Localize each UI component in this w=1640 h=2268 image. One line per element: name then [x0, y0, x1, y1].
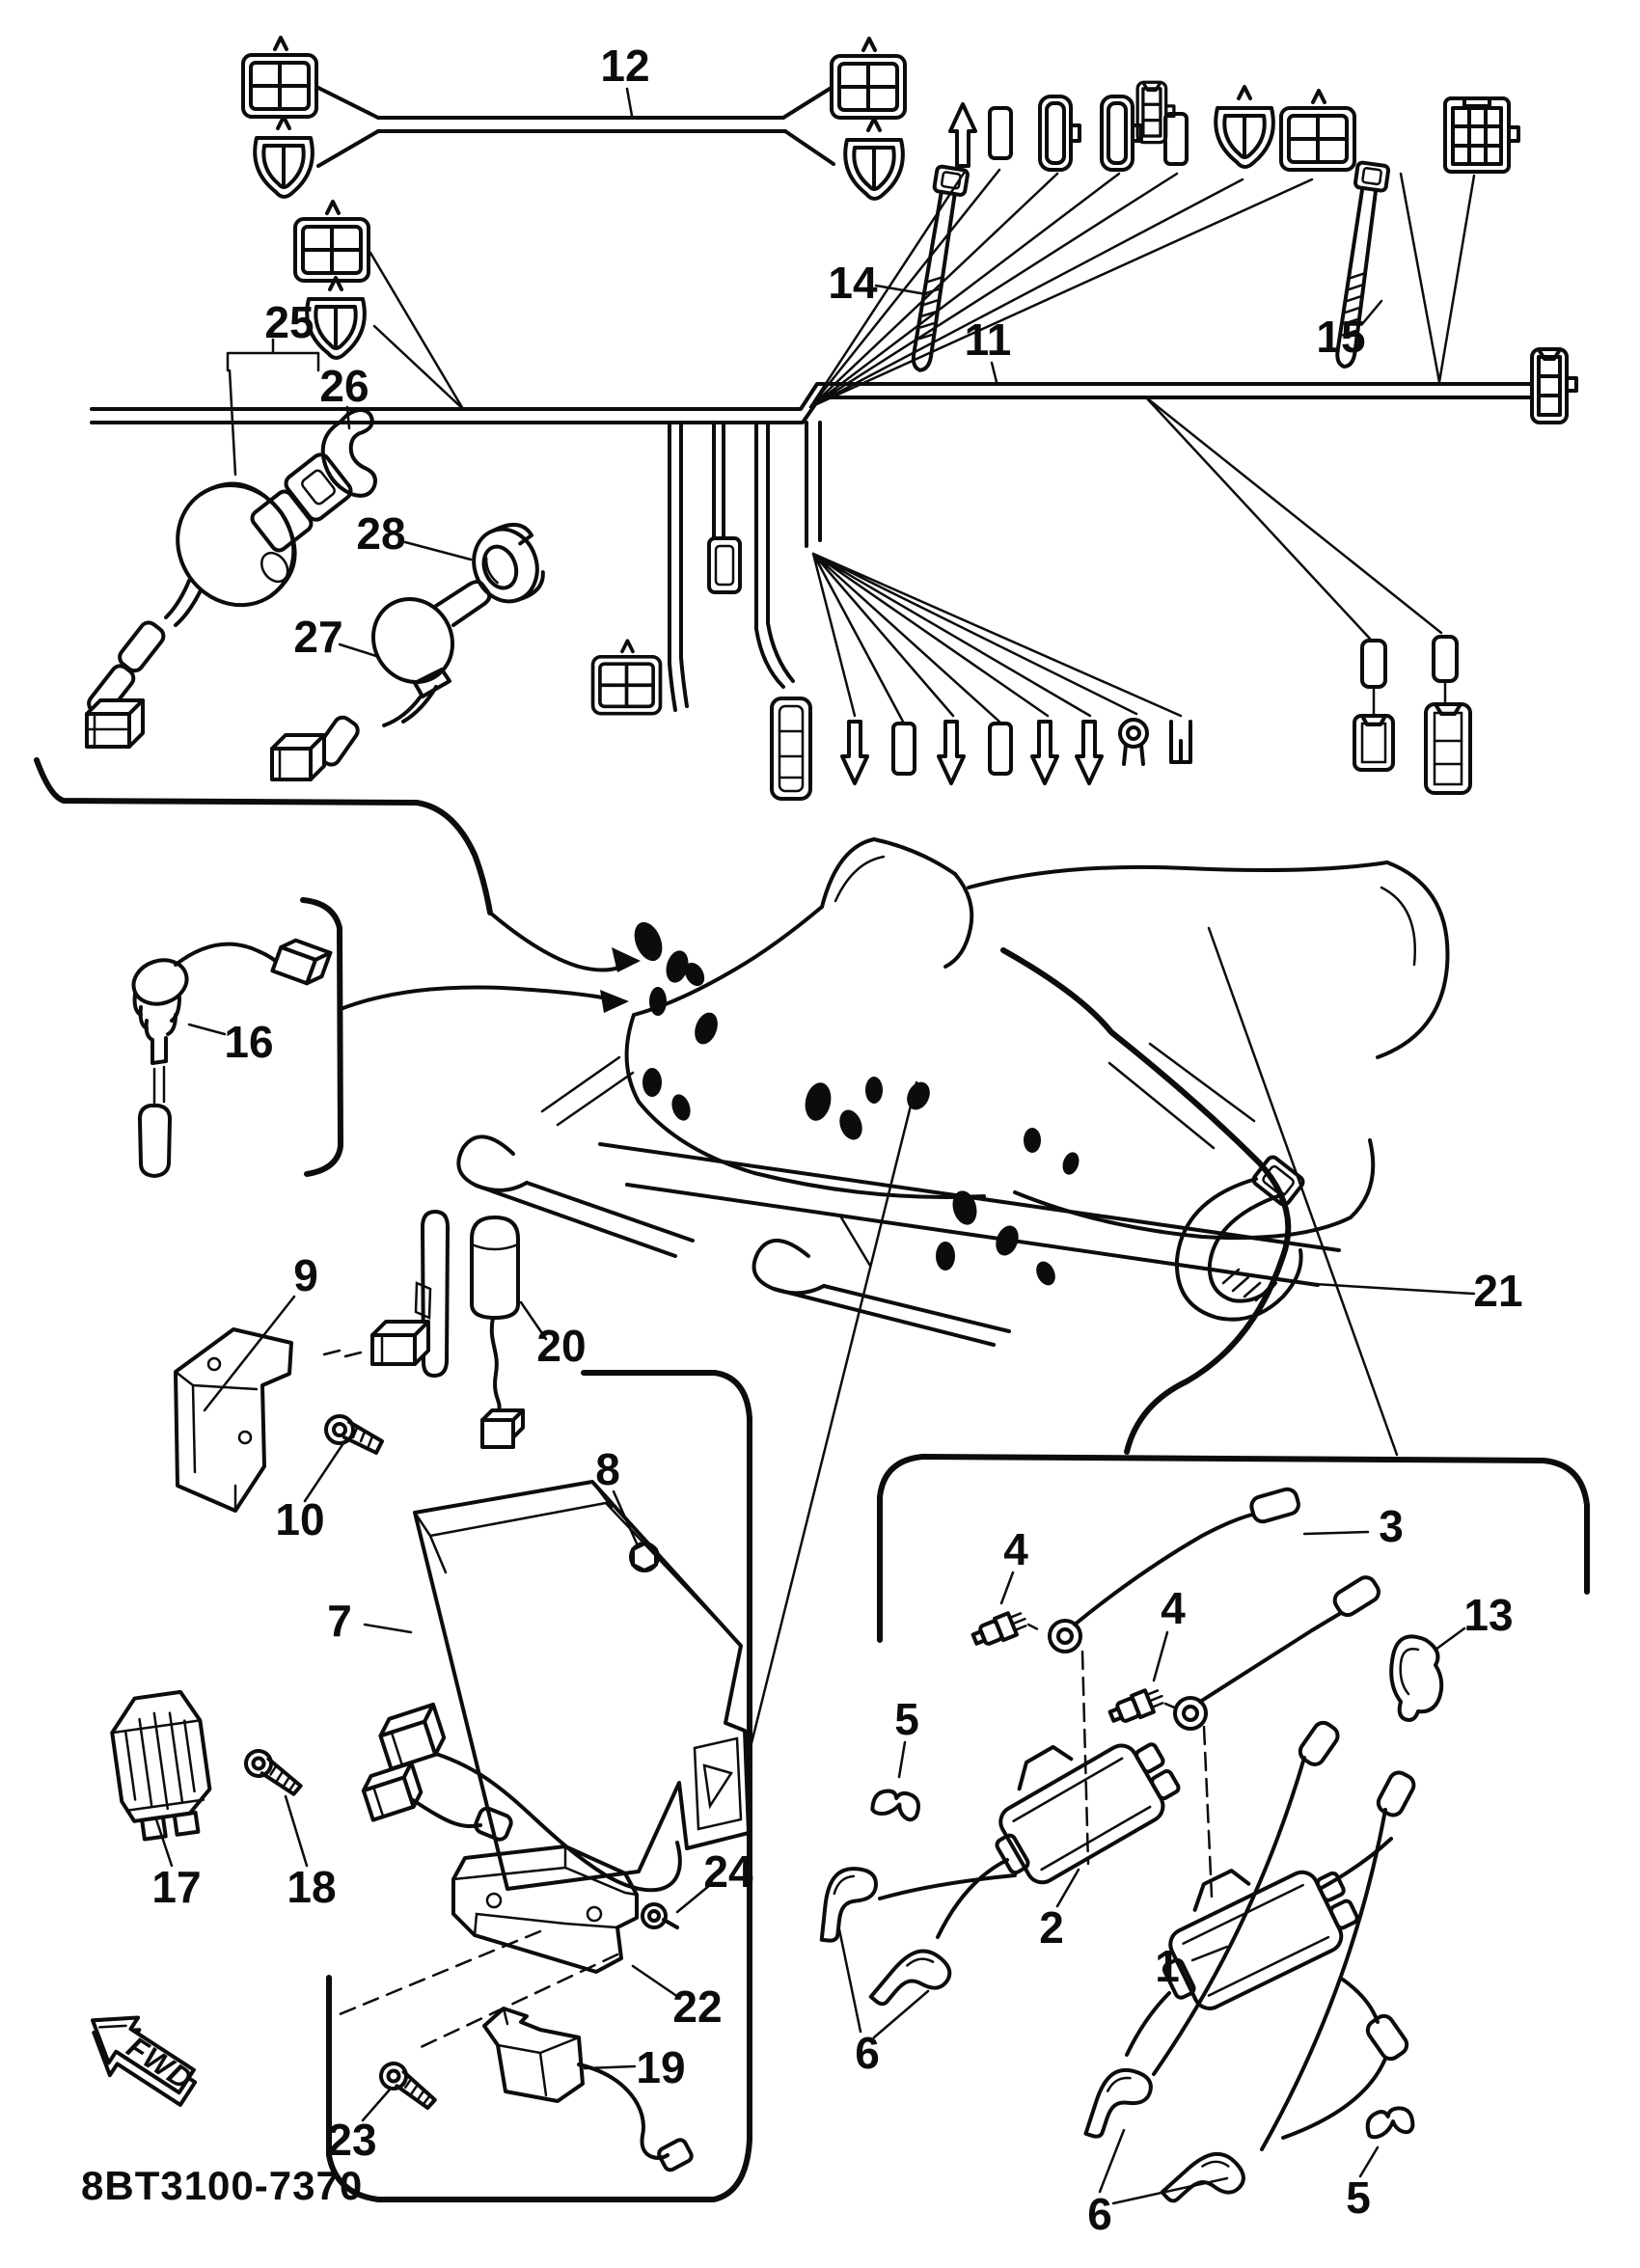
callout-3: 3 [1379, 1501, 1404, 1551]
main-harness-11 [92, 82, 1576, 799]
callout-28: 28 [356, 508, 406, 559]
bracket-9 [176, 1329, 291, 1511]
lock-washer-28 [464, 518, 551, 610]
callout-8: 8 [595, 1444, 620, 1494]
callout-1: 1 [1155, 1941, 1180, 1991]
nut-24 [642, 1904, 677, 1927]
capacitor-20 [472, 1217, 523, 1447]
cdi-unit-7 [415, 1482, 749, 1889]
sweep-curve [1003, 950, 1288, 1452]
callout-19: 19 [636, 2042, 686, 2092]
callout-2: 2 [1039, 1902, 1064, 1953]
ignition-coil-1 [1137, 1830, 1365, 2020]
callout-26: 26 [319, 361, 369, 411]
boot-6a1 [822, 1866, 878, 1945]
callout-4a: 4 [1003, 1524, 1028, 1574]
callout-14: 14 [828, 258, 878, 308]
switch-connector-a [87, 700, 143, 747]
harness-end-connector [1532, 349, 1576, 423]
pointer-curve-b [341, 987, 602, 1009]
component-location-blobs [629, 918, 1081, 1289]
callout-5a: 5 [894, 1694, 919, 1744]
leader-to-cdi-group [750, 1082, 916, 1751]
callout-24: 24 [703, 1846, 753, 1897]
ignition-coil-2 [968, 1703, 1187, 1895]
callout-25: 25 [264, 297, 314, 347]
callout-4b: 4 [1161, 1583, 1186, 1633]
snowmobile-sketch [341, 839, 1447, 1751]
callout-12: 12 [600, 41, 650, 91]
callout-20: 20 [536, 1321, 587, 1371]
coil-group-parts [822, 1487, 1442, 2227]
bracket-22 [453, 1846, 637, 1972]
callout-15: 15 [1316, 312, 1366, 362]
callout-6b: 6 [1087, 2189, 1112, 2239]
callout-22: 22 [672, 1981, 723, 2032]
callout-11: 11 [964, 314, 1012, 365]
screw-18 [241, 1748, 307, 1795]
callout-16: 16 [224, 1017, 274, 1067]
callout-6a: 6 [855, 2028, 880, 2078]
callout-27: 27 [293, 612, 343, 662]
clamp-5a [871, 1790, 919, 1821]
pointer-curve-a [490, 913, 625, 970]
callout-21: 21 [1473, 1266, 1523, 1316]
catalog-code: 8BT3100-7370 [81, 2163, 364, 2208]
connector-9 [372, 1322, 428, 1364]
cdi-group-parts [108, 1217, 749, 2172]
callout-7: 7 [327, 1596, 352, 1646]
callouts [151, 41, 1522, 2239]
clamp-5b [1365, 2106, 1415, 2141]
callout-5b: 5 [1346, 2172, 1371, 2223]
boot-6b2 [1162, 2143, 1250, 2228]
screw-23 [375, 2061, 441, 2109]
callout-9: 9 [293, 1250, 318, 1300]
boot-6a2 [871, 1940, 956, 2028]
callout-23: 23 [327, 2115, 377, 2165]
sub-harness-12 [243, 38, 905, 199]
fwd-arrow-label: FWD [121, 2030, 200, 2097]
callout-18: 18 [287, 1862, 337, 1912]
spark-plug-4b [1107, 1685, 1166, 1727]
callout-13: 13 [1463, 1590, 1514, 1640]
spark-plug-4a [970, 1608, 1029, 1650]
fwd-arrow [72, 1998, 207, 2117]
callout-17: 17 [151, 1862, 202, 1912]
boot-6b1 [1085, 2063, 1154, 2149]
callout-10: 10 [275, 1494, 325, 1544]
regulator-17 [108, 1690, 215, 1842]
bolt-10 [326, 1416, 382, 1453]
